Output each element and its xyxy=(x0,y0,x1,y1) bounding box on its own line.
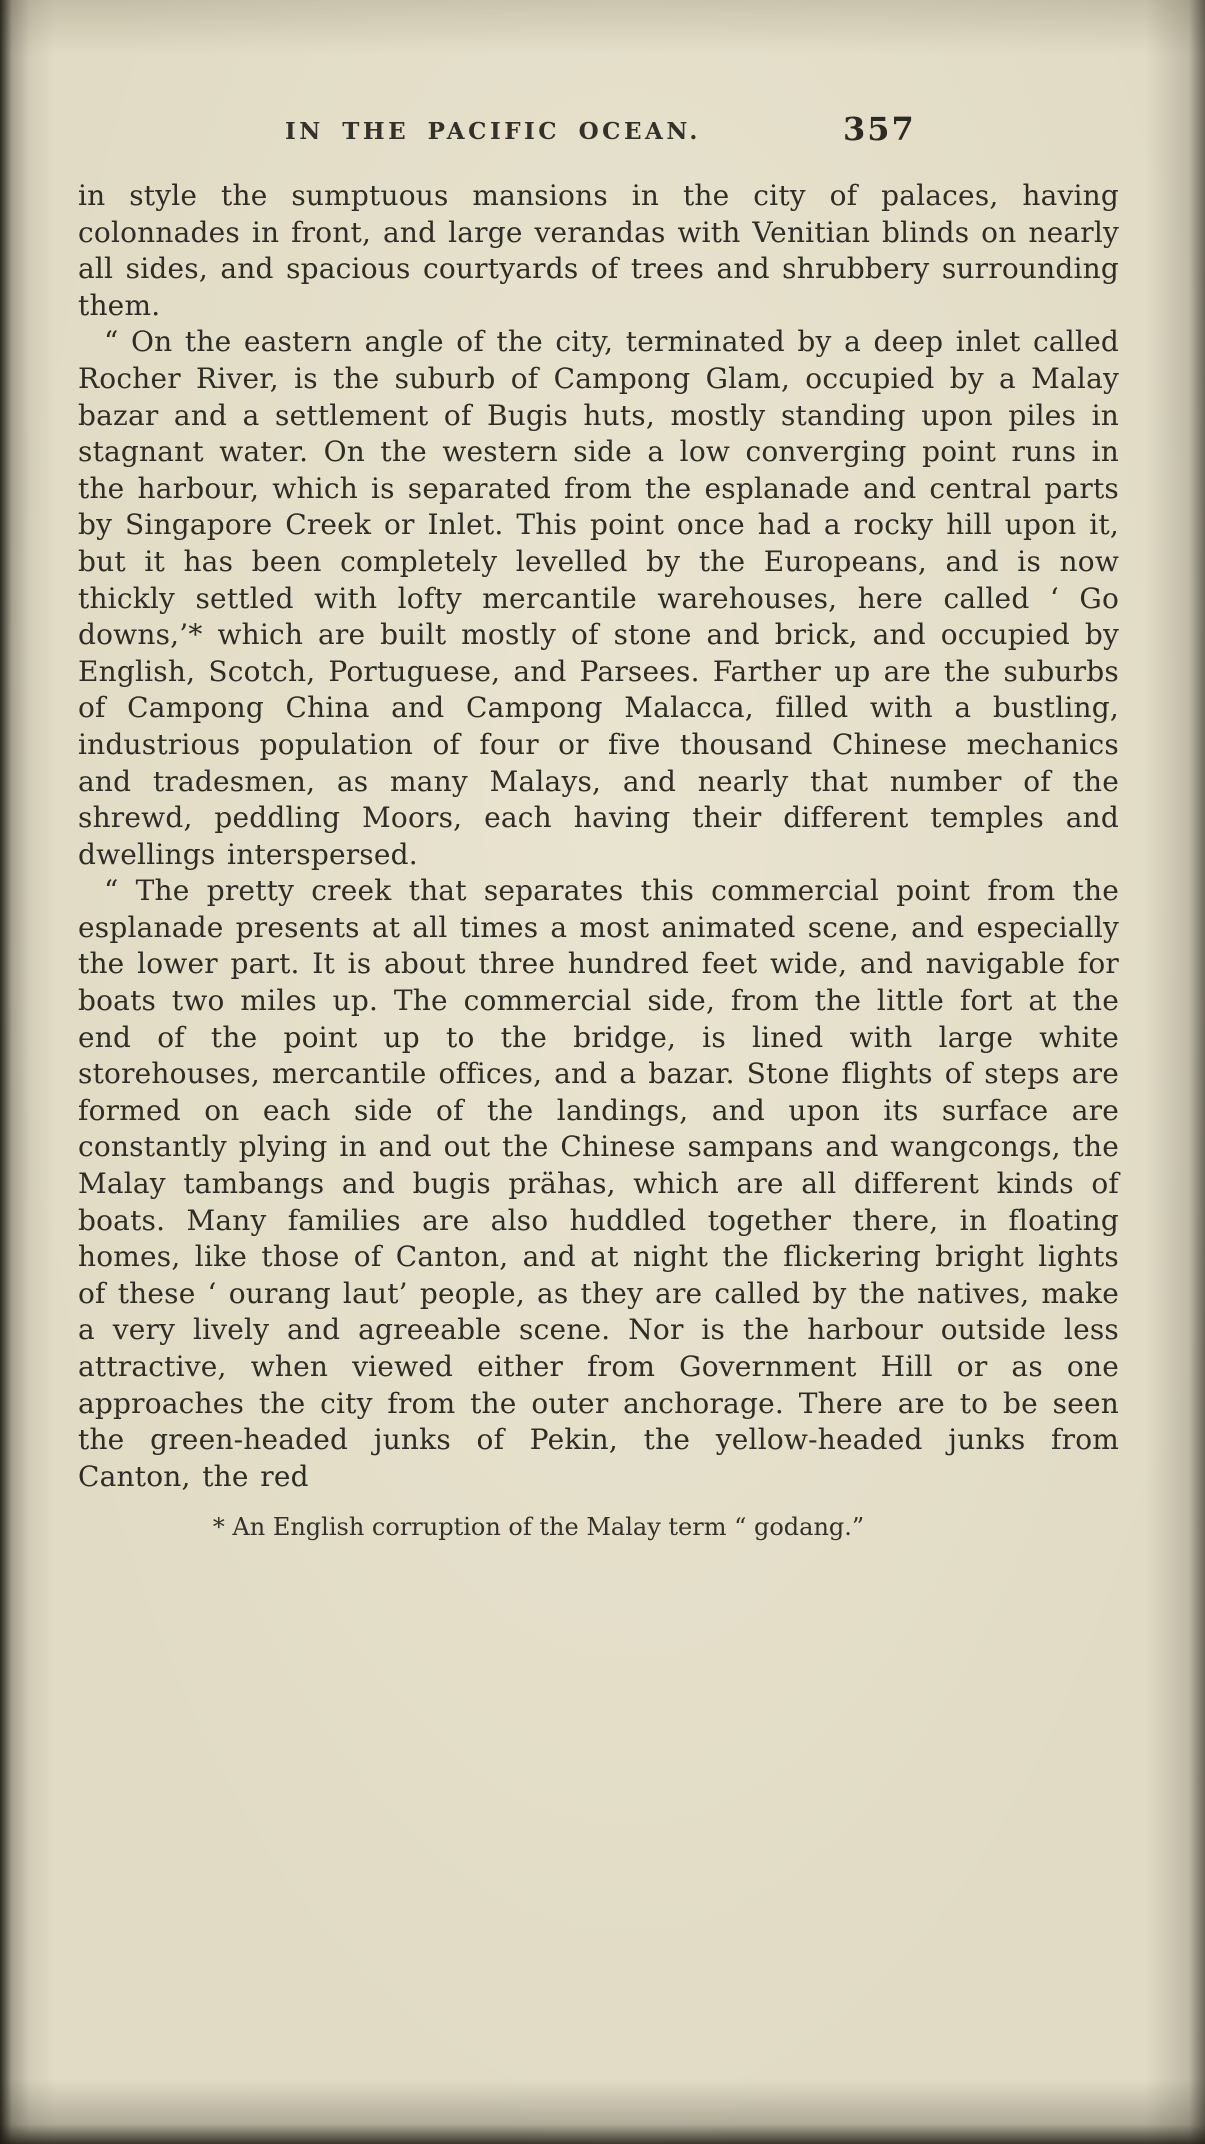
paragraph-pretty-creek: “ The pretty creek that separates this commercial point from the esplanade presents at all times a most animated scene, and especially the lower part. It is about three hundred feet wide, and navigable for boats two miles up. The commercial side, from the little fort at the end of the point up to the bridge, is lined with large white storehouses, mercantile offices, and a bazar. Stone flights of steps are formed on each side of the landings, and upon its surface are constantly plying in and out the Chinese sampans and wangcongs, the Malay tambangs and bugis prähas, which are all different kinds of boats. Many families are also huddled together there, in floating homes, like those of Canton, and at night the flickering bright lights of these ‘ ourang laut’ people, as they are called by the natives, make a very lively and agreeable scene. Nor is the harbour outside less attractive, when viewed either from Government Hill or as one approaches the city from the outer anchorage. There are to be seen the green-headed junks of Pekin, the yellow-headed junks from Canton, the red xyxy=(78,874,1119,1493)
footnote: * An English corruption of the Malay term “ godang.” xyxy=(212,1513,865,1542)
page-header xyxy=(78,110,1119,156)
paragraph-eastern-angle: “ On the eastern angle of the city, terminated by a deep inlet called Rocher River, is the suburb of Campong Glam, occupied by a Malay bazar and a settlement of Bugis huts, mostly standing upon piles in stagnant water. On the western side a low converging point runs in the harbour, which is separated from the esplanade and central parts by Singapore Creek or Inlet. This point once had a rocky hill upon it, but it has been completely levelled by the Europeans, and is now thickly settled with lofty mercantile warehouses, here called ‘ Go downs,’* which are built mostly of stone and brick, and occupied by English, Scotch, Portuguese, and Parsees. Farther up are the suburbs of Campong China and Campong Malacca, filled with a bustling, industrious population of four or five thousand Chinese mechanics and tradesmen, as many Malays, and nearly that number of the shrewd, peddling Moors, each having their different temples and dwellings interspersed. xyxy=(78,325,1119,871)
page-body xyxy=(78,178,1119,1495)
page-number: 357 xyxy=(843,110,916,148)
running-title: IN THE PACIFIC OCEAN. xyxy=(285,118,701,145)
paragraph-continuation: in style the sumptuous mansions in the city of palaces, having colonnades in front, and large verandas with Venitian blinds on nearly all sides, and spacious courtyards of trees and shrubbery surrounding them. xyxy=(78,179,1119,322)
